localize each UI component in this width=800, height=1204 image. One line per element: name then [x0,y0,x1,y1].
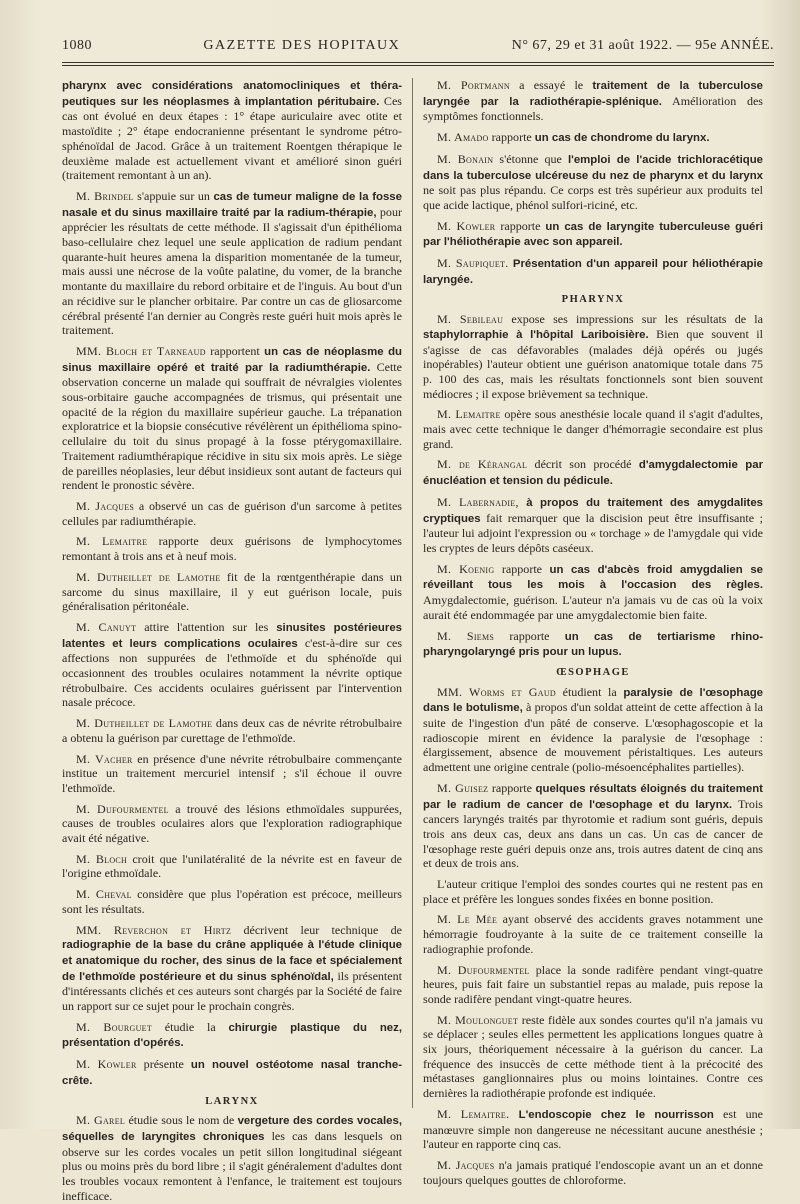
body-text: rapporte deux guérisons de lymphocytomes remontant à trois ans et à neuf mois. [62,534,402,564]
heading-text: un cas de chondrome du larynx. [534,132,710,145]
author-name: M. Dufourmentel [437,962,530,977]
author-name: M. Koenig [437,561,495,576]
author-name: M. Le Mée [437,912,498,927]
author-name: M. Bourguet [76,1019,153,1034]
journal-title: GAZETTE DES HOPITAUX [203,38,401,53]
page-number: 1080 [62,38,92,53]
author-name: M. Moulonguet [437,1012,519,1027]
author-name: M. Bonain [437,151,494,166]
paragraph [62,1113,402,1203]
article-columns [62,78,774,1203]
body-text [509,1107,518,1121]
body-text: opère sous anesthésie locale quand il s'agit d'adultes, mais avec cette technique le danger d'hémorragie secondaire est plus grand. [423,407,763,451]
paragraph [423,407,763,451]
body-text: s'étonne que [493,151,568,166]
paragraph [62,78,402,183]
heading-text: un nouvel ostéotome nasal tranche-crête. [62,1059,402,1087]
body-text: Trois cancers laryngés traités par thyrotomie et radium sont guéris, depuis trois ans deux cas, deux ans dans un cas. Un cas de cancer de l'œsophage reste guéri depuis onze ans, trois autres datent de cinq ans et deux de trois ans. [423,796,763,871]
heading-text: cas de tumeur maligne de la fosse nasale et du sinus maxillaire traité par la radium-thérapie, [62,190,402,219]
author-name: M. Amado [437,130,489,145]
paragraph [423,219,763,250]
body-text: pour apprécier les résultats de cette méthode. Il s'agissait d'un épithélioma baso-cellulaire chez lequel une seule application de radium pendant quarante-huit heures amena la disparition momentanée de la tumeur, mais aussi une nécrose de la voûte palatine, du vomer, de la branche montante du maxillaire du rebord orbitaire et de l'inguis. Au bout d'un an récidive sur le plancher orbitaire. Par contre un cas de gliosarcome cérébral présenté l'an dernier au Congrès reste guéri huit mois après le traitement. [62,204,402,338]
author-name: M. Sebileau [437,312,504,327]
paragraph [423,562,763,623]
body-text: rapporte [494,628,565,643]
column-divider [412,78,413,1108]
author-name: M. Kowler [437,218,496,233]
heading-text: L'endoscopie chez le nourrisson [518,1108,714,1121]
heading-text: sinusites postérieures latentes et leurs complications oculaires [62,621,402,650]
author-name: M. Lemaitre. [437,1106,510,1121]
header-rule-thin [62,65,774,66]
author-name: M. Saupiquet. [437,256,509,271]
author-name: M. Portmann [437,78,510,92]
author-name: M. Bloch [76,851,128,866]
paragraph [62,716,402,745]
author-name: MM. Bloch et Tarneaud [76,343,206,358]
body-text: s'appuie sur un [133,188,214,203]
author-name: M. Jacques [437,1158,495,1172]
author-name: M. Jacques [76,498,135,513]
heading-text: chirurgie plastique du nez, présentation d'opérés. [62,1021,402,1050]
body-text: Amélioration des symptômes fonctionnels. [423,93,763,124]
body-text: décrivent leur technique de [231,922,402,937]
body-text: est une manœuvre simple non dangereuse ne nécessitant aucune anesthésie ; l'auteur en rapporte cinq cas. [423,1106,763,1152]
body-text: les cas dans lesquels on observe sur les cordes vocales un petit sillon longitudinal siégeant plus ou moins près du bord libre ; il s'agit généralement d'adultes dont les troubles vocaux remontent à l'enfance, le traitement est toujours inefficace. [62,1129,402,1203]
body-text: décrit son procédé [527,457,639,472]
heading-text: vergeture des cordes vocales, séquelles de laryngites chroniques [62,1115,402,1143]
paragraph [423,912,763,956]
header-rule [62,62,774,63]
paragraph [62,1020,402,1051]
body-text: expose ses impressions sur les résultats de la [503,312,763,327]
body-text: rapportent [205,343,265,358]
paragraph [423,629,763,660]
paragraph [423,152,763,213]
author-name: M. Dutheillet de Lamothe [76,716,213,731]
paragraph [62,189,402,338]
paragraph [62,852,402,881]
body-text: place la sonde radifère pendant vingt-quatre heures, puis fait faire un substantiel repas au malade, puis repose la sonde radifère pendant vingt-quatre heures. [423,962,763,1006]
heading-text: à propos du traitement des amygdalites cryptiques [423,496,763,525]
body-text: rapporte [488,780,536,795]
issue-info: N° 67, 29 et 31 août 1922. — 95e ANNÉE. [511,38,774,53]
body-text: croit que l'unilatéralité de la névrite est en faveur de l'origine ethmoïdale. [62,851,402,881]
body-text: fait remarquer que la discision peut être insuffisante ; l'auteur lui adjoint l'expression ou « torchage » de l'amygdale qui vide les cryptes de leurs dépôts caséeux. [423,510,763,555]
paragraph [423,781,763,871]
author-name: M. Vacher [76,751,133,766]
author-name: M. Garel [76,1113,126,1128]
paragraph [62,570,402,614]
body-text: présente [136,1057,191,1072]
paragraph [62,923,402,1014]
heading-text: pharynx avec considérations anatomocliniques et théra-peutiques sur les néoplasmes à implantation péritubaire. [62,80,402,108]
body-text: considère que plus l'opération est précoce, meilleurs sont les résultats. [62,887,402,916]
paragraph [62,802,402,846]
right-column [423,78,764,1187]
section-heading-oesophage: ŒSOPHAGE [556,666,630,678]
page-header [62,38,774,60]
heading-text: paralysie de l'œsophage dans le botulisme, [423,686,763,715]
paragraph [423,495,763,556]
paragraph [62,620,402,710]
body-text: c'est-à-dire sur ces affections non suppurées de l'ethmoïde et du sphénoïde qui occasionnent des troubles oculaires notamment la névrite optique rétrobulbaire. Ces accidents oculaires guérissent par l'intervention nasale précoce. [62,635,403,710]
author-name: M. Canuyt [76,619,137,634]
author-name: M. de Kérangal [437,457,528,472]
paragraph [423,130,763,146]
paragraph [62,1057,402,1088]
paragraph [423,685,763,775]
heading-text: Présentation d'un appareil pour héliothérapie laryngée. [423,258,764,286]
author-name: M. Brindel [76,188,134,203]
body-text: à propos d'un soldat atteint de cette affection à la suite de l'ingestion d'un pâté de conserve. L'œsophagoscopie et la radioscopie mirent en évidence la paralysie de l'œsophage : élargissement, absence de mouvement péristaltiques. Les auteurs admettent une origine centrale (polio-mésoencéphalites partielles). [423,700,763,775]
body-text: Cette observation concerne un malade qui souffrait de névralgies violentes sous-orbitaire gauche accompagnées de trismus, qui présentait une opacité de la région du maxillaire supérieur gauche. La trépanation exploratrice et la biopsie consécutive révélèrent un épithélioma spino-cellulaire du toit du sinus propagé à la fosse ptérygomaxillaire. Traitement radiumthérapique récidive in situ six mois après. Le siège de pareilles néoplasies, leur début insidieux sont autant de facteurs qui rendent le pronostic sévère. [62,359,403,493]
left-column [62,78,403,1203]
paragraph [423,78,763,124]
body-text: ils présentent d'intéressants clichés et ces auteurs sont chargés par la Société de faire un rapport sur ce sujet pour le prochain congrès. [62,968,403,1014]
body-text: ne soit pas plus répandu. Ce corps est très supérieur aux produits tel que acide lactique, phénol sulfori-riciné, etc. [423,183,763,212]
body-text: dans deux cas de névrite rétrobulbaire a obtenu la guérison par curettage de l'ethmoïde. [62,716,402,745]
heading-text: un cas d'abcès froid amygdalien se réveillant tous les mois à l'occasion des règles. [423,563,763,592]
author-name: M. Dutheillet de Lamothe [76,569,221,584]
paragraph [423,877,763,906]
author-name: M. Guisez [437,780,489,795]
paragraph [62,534,402,563]
body-text: rapporte [495,218,546,233]
body-text: a trouvé des lésions ethmoïdales suppurées, causes de troubles oculaires alors que l'exploration radiographique avait été négative. [62,801,402,846]
body-text: Bien que souvent il s'agisse de cas défavorables (malades déjà opérés ou jugés inopérables) l'auteur obtient une guérison anatomique totale dans 75 p. 100 des cas, mais les résultats fonctionnels sont bien souvent médiocres ; il expose brièvement sa technique. [423,326,763,401]
author-name: MM. Worms et Gaud [437,684,556,699]
body-text: étudie sous le nom de [125,1113,238,1128]
body-text: n'a jamais pratiqué l'endoscopie avant un an et donne toujours quelques gouttes de chloroforme. [423,1158,763,1187]
paragraph [62,344,402,493]
body-text: ayant observé des accidents graves notamment une hémorragie foudroyante à la suite de ce traitement conseille la radiographie profonde. [423,912,764,956]
paragraph [423,457,763,488]
heading-text: l'emploi de l'acide trichloracétique dans la tuberculose ulcéreuse du nez de pharynx et du larynx [423,153,763,182]
body-text: en présence d'une névrite rétrobulbaire commençante institue un traitement mercuriel intensif ; s'il échoue il ouvre l'ethmoïde. [62,751,402,795]
body-text: fit de la rœntgenthérapie dans un sarcome du sinus maxillaire, il y eut guérison locale, puis généralisation péritonéale. [62,569,402,614]
section-heading-larynx: LARYNX [205,1095,259,1107]
heading-text: staphylorraphie à l'hôpital Lariboisière. [423,328,649,341]
paragraph [423,256,763,287]
paragraph [423,1013,763,1101]
heading-text: traitement de la tuberculose laryngée par la radiothérapie-splénique. [423,80,763,108]
paragraph [62,887,402,916]
author-name: M. Lemaitre [437,407,501,422]
paragraph [62,752,402,796]
body-text: Ces cas ont évolué en deux étapes : 1° étape auriculaire avec otite et mastoïdite ; 2° étape endocranienne présentant le syndrome pétro-sphénoïdal de Jacod. Grâce à un traitement Roentgen thérapique le deuxième malade est actuellement vivant et amélioré sinon guéri (traitement remontant à un an). [62,93,402,183]
heading-text: quelques résultats éloignés du traitement par le radium de cancer de l'œsophage et du larynx. [423,782,763,811]
author-name: M. Kowler [76,1057,137,1072]
body-text: rapporte [488,130,535,145]
paragraph [423,312,763,401]
paragraph [62,499,402,528]
paragraph [423,1158,763,1187]
heading-text: un cas de néoplasme du sinus maxillaire opéré et traité par la radiumthérapie. [62,345,403,374]
heading-text: d'amygdalectomie par énucléation et tension du pédicule. [423,459,764,488]
body-text: a observé un cas de guérison d'un sarcome à petites cellules par radiumthérapie. [62,498,402,528]
body-text: attire l'attention sur les [136,619,277,634]
body-text: rapporte [494,561,550,576]
author-name: MM. Reverchon et Hirtz [76,922,232,937]
body-text: étudie la [152,1019,229,1034]
body-text: étudient la [556,684,624,699]
body-text: Amygdalectomie, guérison. L'auteur n'a jamais vu de cas où la voix aurait été endommagée par une amygdalectomie bien faite. [423,593,763,622]
heading-text: un cas de laryngite tuberculeuse guéri par l'héliothérapie avec son appareil. [423,220,763,249]
heading-text: un cas de tertiarisme rhino-pharyngolaryngé pris pour un lupus. [423,630,763,659]
body-text: a essayé le [509,78,593,92]
paragraph [423,963,763,1007]
author-name: M. Labernadie, [437,494,519,509]
body-text: L'auteur critique l'emploi des sondes courtes qui ne restent pas en place et préfère les longues sondes fixées en bonne position. [423,877,763,906]
author-name: M. Lemaitre [76,534,148,549]
heading-text: radiographie de la base du crâne appliquée à l'étude clinique et anatomique du rocher, des sinus de la face et spécialement de l'ethmoïde postérieure et du sinus sphénoïdal, [62,939,402,983]
paragraph [423,1107,763,1152]
author-name: M. Dufourmentel [76,801,169,816]
author-name: M. Cheval [76,887,132,902]
section-heading-pharynx: PHARYNX [561,294,625,306]
body-text: reste fidèle aux sondes courtes qu'il n'a jamais vu se déplacer ; seules elles permettent les applications longues quatre à six jours, théoriquement nécessaire à la guérison du cancer. La fréquence des insuccès de cette méthode tient à la précocité des métastases ganglionnaires plus ou moins lointaines. Contre ces dernières la radiothérapie profonde est indiquée. [423,1012,763,1101]
author-name: M. Siems [437,628,495,643]
